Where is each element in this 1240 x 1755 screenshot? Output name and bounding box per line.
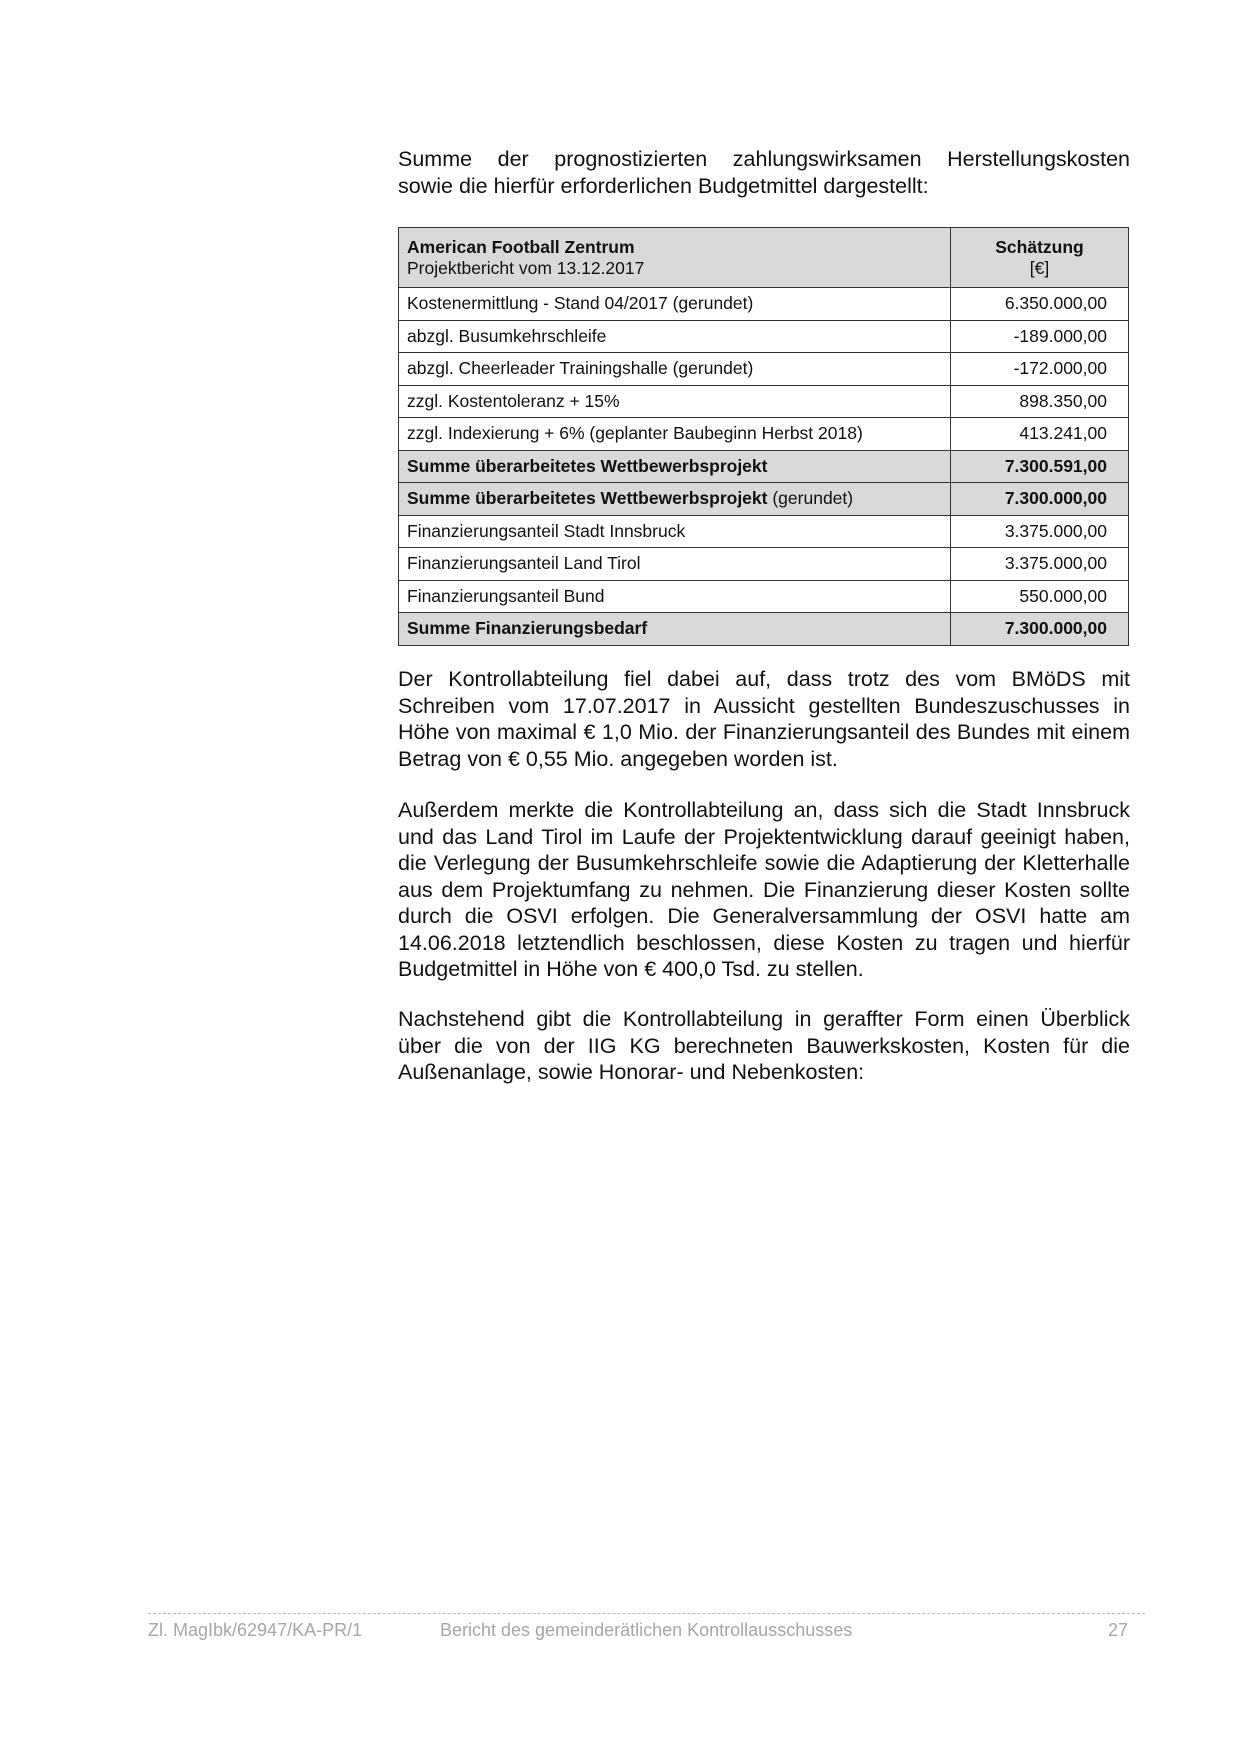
column-unit: [€] [1029,257,1050,278]
row-label-suffix: (gerundet) [772,488,854,509]
table-sum-row [399,483,1129,516]
row-value: 413.241,00 [951,418,1129,451]
row-label: Finanzierungsanteil Stadt Innsbruck [399,515,951,548]
cost-table [398,227,1129,646]
table-sum-row [399,450,1129,483]
row-value: 550.000,00 [951,580,1129,613]
row-label: zzgl. Kostentoleranz + 15% [399,385,951,418]
row-value: 7.300.000,00 [951,613,1129,646]
row-value: -172.000,00 [951,353,1129,386]
intro-line-1: Summe der prognostizierten zahlungswirksamen Herstellungskosten [398,147,1130,171]
row-label: zzgl. Indexierung + 6% (geplanter Baubeginn Herbst 2018) [399,418,951,451]
row-value: 7.300.591,00 [951,450,1129,483]
paragraph-overview: Nachstehend gibt die Kontrollabteilung in geraffter Form einen Überblick über die von der IIG KG berechneten Bauwerkskosten, Kosten für die Außenanlage, sowie Honorar- und Nebenkosten: [398,1007,1130,1084]
footer-report-title: Bericht des gemeinderätlichen Kontrollausschusses [440,1620,853,1640]
row-label: abzgl. Busumkehrschleife [399,320,951,353]
table-row [399,353,1129,386]
column-label: Schätzung [995,236,1084,257]
row-value: 898.350,00 [951,385,1129,418]
table-row [399,320,1129,353]
table-header-row [399,228,1129,288]
footer-page-number: 27 [1108,1620,1129,1640]
paragraph-busumkehrschleife: Außerdem merkte die Kontrollabteilung an, dass sich die Stadt Innsbruck und das Land Tirol im Laufe der Projektentwicklung darauf geeinigt haben, die Verlegung der Busumkehrschleife sowie die Adaptierung der Kletterhalle aus dem Projektumfang zu nehmen. Die Finanzierung dieser Kosten sollte durch die OSVI erfolgen. Die Generalversammlung der OSVI hatte am 14.06.2018 letztendlich beschlossen, diese Kosten zu tragen und hierfür Budgetmittel in Höhe von € 400,0 Tsd. zu stellen. [398,798,1130,981]
row-label-cell [399,483,951,516]
row-label: Summe überarbeitetes Wettbewerbsprojekt [399,450,951,483]
table-subtitle: Projektbericht vom 13.12.2017 [407,257,645,278]
row-label: Finanzierungsanteil Land Tirol [399,548,951,581]
row-value: 3.375.000,00 [951,515,1129,548]
row-label: Finanzierungsanteil Bund [399,580,951,613]
table-header-value-cell [951,228,1129,288]
row-label: Summe Finanzierungsbedarf [399,613,951,646]
paragraph-federal-share: Der Kontrollabteilung fiel dabei auf, dass trotz des vom BMöDS mit Schreiben vom 17.07.2017 in Aussicht gestellten Bundeszuschusses in Höhe von maximal € 1,0 Mio. der Finanzierungsanteil des Bundes mit einem Betrag von € 0,55 Mio. angegeben worden ist. [398,667,1130,771]
intro-line-2: sowie die hierfür erforderlichen Budgetmittel dargestellt: [398,173,929,198]
table-row [399,418,1129,451]
row-value: 3.375.000,00 [951,548,1129,581]
table-row [399,548,1129,581]
table-row [399,288,1129,321]
row-value: -189.000,00 [951,320,1129,353]
table-title: American Football Zentrum [407,236,635,257]
table-row [399,385,1129,418]
row-value: 6.350.000,00 [951,288,1129,321]
table-row [399,515,1129,548]
footer-divider [148,1613,1145,1614]
intro-paragraph [398,146,1130,199]
table-row [399,580,1129,613]
row-label: Kostenermittlung - Stand 04/2017 (gerundet) [399,288,951,321]
table-sum-row [399,613,1129,646]
table-header-title-cell [399,228,951,288]
footer-reference: Zl. MagIbk/62947/KA-PR/1 [148,1620,363,1640]
row-label: Summe überarbeitetes Wettbewerbsprojekt [407,488,768,509]
row-label: abzgl. Cheerleader Trainingshalle (gerundet) [399,353,951,386]
row-value: 7.300.000,00 [951,483,1129,516]
